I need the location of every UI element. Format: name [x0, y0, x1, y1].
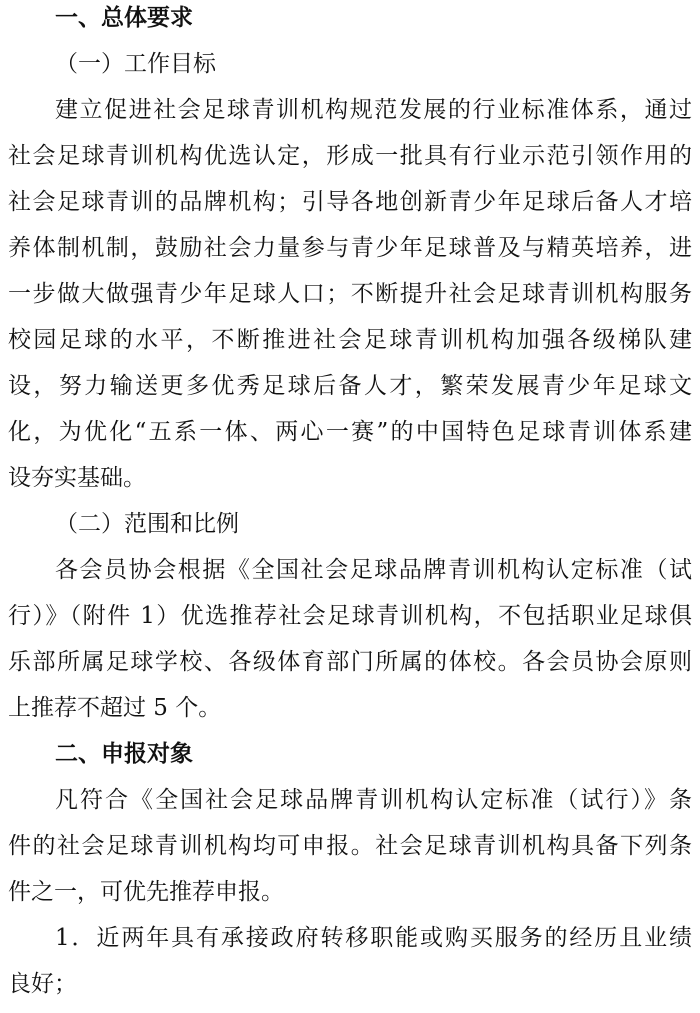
- section-heading-applicants: 二、申报对象: [55, 741, 193, 767]
- paragraph-line: 上推荐不超过 5 个。: [8, 695, 222, 721]
- paragraph-line: 各会员协会根据《全国社会足球品牌青训机构认定标准（试: [55, 557, 692, 583]
- paragraph-line: 设，努力输送更多优秀足球后备人才，繁荣发展青少年足球文: [8, 373, 692, 399]
- paragraph-line: 设夯实基础。: [8, 465, 146, 491]
- paragraph-line: 一步做大做强青少年足球人口；不断提升社会足球青训机构服务: [8, 281, 692, 307]
- paragraph-line: 社会足球青训的品牌机构；引导各地创新青少年足球后备人才培: [8, 189, 692, 215]
- paragraph-line: 校园足球的水平，不断推进社会足球青训机构加强各级梯队建: [8, 327, 692, 353]
- paragraph-line: 养体制机制，鼓励社会力量参与青少年足球普及与精英培养，进: [8, 235, 692, 261]
- paragraph-line: 社会足球青训机构优选认定，形成一批具有行业示范引领作用的: [8, 143, 692, 169]
- paragraph-line: 件的社会足球青训机构均可申报。社会足球青训机构具备下列条: [8, 833, 692, 859]
- paragraph-line: 行）》（附件 1）优选推荐社会足球青训机构，不包括职业足球俱: [8, 603, 692, 629]
- subheading-work-goals: （一）工作目标: [55, 51, 216, 77]
- paragraph-line: 凡符合《全国社会足球品牌青训机构认定标准（试行）》条: [55, 787, 692, 813]
- paragraph-line: 乐部所属足球学校、各级体育部门所属的体校。各会员协会原则: [8, 649, 692, 675]
- list-item-1-line: 1．近两年具有承接政府转移职能或购买服务的经历且业绩: [55, 925, 692, 951]
- section-heading-general-requirements: 一、总体要求: [55, 5, 193, 31]
- list-item-1-line: 良好；: [8, 971, 77, 997]
- subheading-scope-and-ratio: （二）范围和比例: [55, 511, 239, 537]
- paragraph-line: 建立促进社会足球青训机构规范发展的行业标准体系，通过: [55, 97, 692, 123]
- paragraph-line: 化，为优化“五系一体、两心一赛”的中国特色足球青训体系建: [8, 419, 692, 445]
- paragraph-line: 件之一，可优先推荐申报。: [8, 879, 284, 905]
